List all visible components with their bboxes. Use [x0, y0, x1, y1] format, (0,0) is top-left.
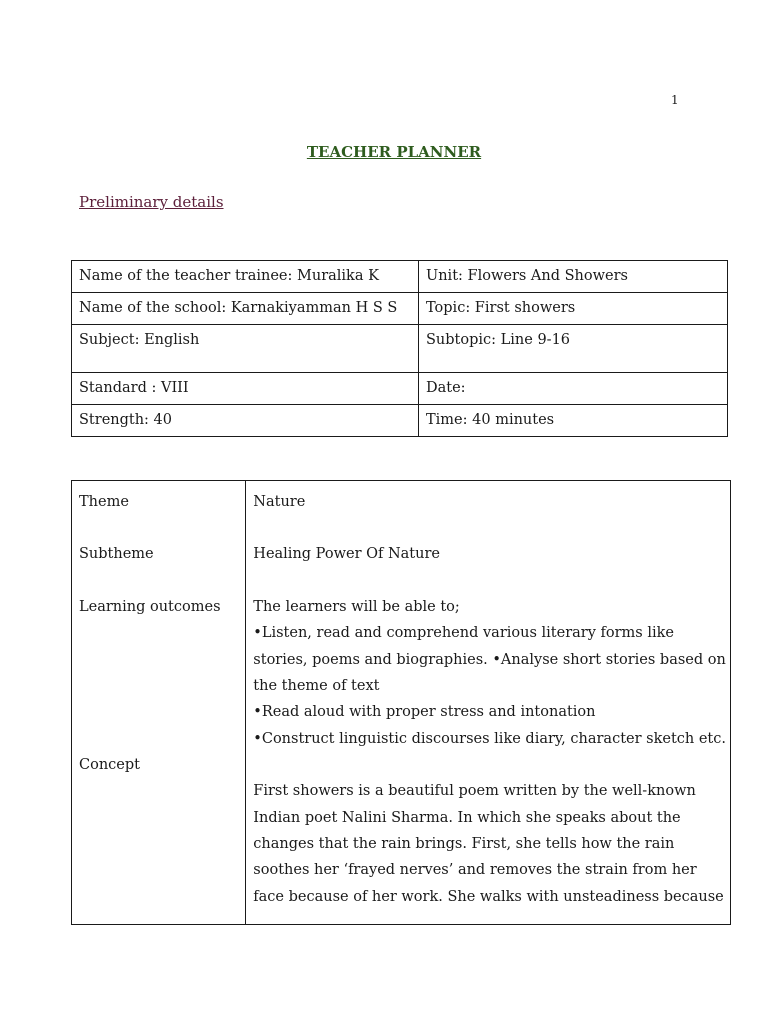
outcome-line: •Listen, read and comprehend various literary forms like: [253, 625, 674, 642]
plan-labels: [72, 481, 246, 925]
time-cell: Time: 40 minutes: [419, 405, 728, 437]
preliminary-details-heading: Preliminary details: [79, 193, 224, 211]
preliminary-details-table: [71, 260, 728, 437]
subtheme-value: Healing Power Of Nature: [253, 546, 440, 563]
theme-value: Nature: [253, 494, 306, 510]
outcome-line: •Construct linguistic discourses like diary, character sketch etc.: [253, 730, 726, 747]
learning-outcomes-label: Learning outcomes: [79, 598, 221, 615]
page-title: TEACHER PLANNER: [306, 143, 482, 161]
outcome-line: stories, poems and biographies. •Analyse short stories based on: [253, 651, 726, 668]
plan-content: [246, 481, 731, 925]
school-cell: Name of the school: Karnakiyamman H S S: [72, 293, 419, 325]
subject-cell: Subject: English: [72, 325, 419, 373]
details-row: [72, 325, 728, 373]
page-number: 1: [671, 93, 679, 107]
outcome-line: The learners will be able to;: [253, 598, 460, 615]
concept-line: soothes her ‘frayed nerves’ and removes the strain from her: [253, 862, 697, 879]
details-row: [72, 261, 728, 293]
subtheme-label: Subtheme: [79, 546, 154, 563]
teacher-trainee-cell: Name of the teacher trainee: Muralika K: [72, 261, 419, 293]
learning-outcomes-text: [253, 594, 726, 752]
details-row: [72, 293, 728, 325]
outcome-line: the theme of text: [253, 678, 380, 695]
concept-line: First showers is a beautiful poem written by the well-known: [253, 783, 696, 800]
unit-cell: Unit: Flowers And Showers: [419, 261, 728, 293]
topic-cell: Topic: First showers: [419, 293, 728, 325]
plan-row: [72, 481, 731, 925]
concept-line: changes that the rain brings. First, she tells how the rain: [253, 836, 675, 853]
outcome-line: •Read aloud with proper stress and intonation: [253, 704, 596, 721]
details-row: [72, 405, 728, 437]
concept-line: face because of her work. She walks with unsteadiness because: [253, 888, 724, 905]
strength-cell: Strength: 40: [72, 405, 419, 437]
theme-label: Theme: [79, 494, 129, 510]
standard-cell: Standard : VIII: [72, 373, 419, 405]
subtopic-cell: Subtopic: Line 9-16: [419, 325, 728, 373]
concept-text: [253, 778, 726, 910]
concept-line: Indian poet Nalini Sharma. In which she speaks about the: [253, 809, 681, 826]
lesson-plan-table: [71, 480, 731, 925]
date-cell: Date:: [419, 373, 728, 405]
concept-label: Concept: [79, 757, 140, 774]
details-row: [72, 373, 728, 405]
